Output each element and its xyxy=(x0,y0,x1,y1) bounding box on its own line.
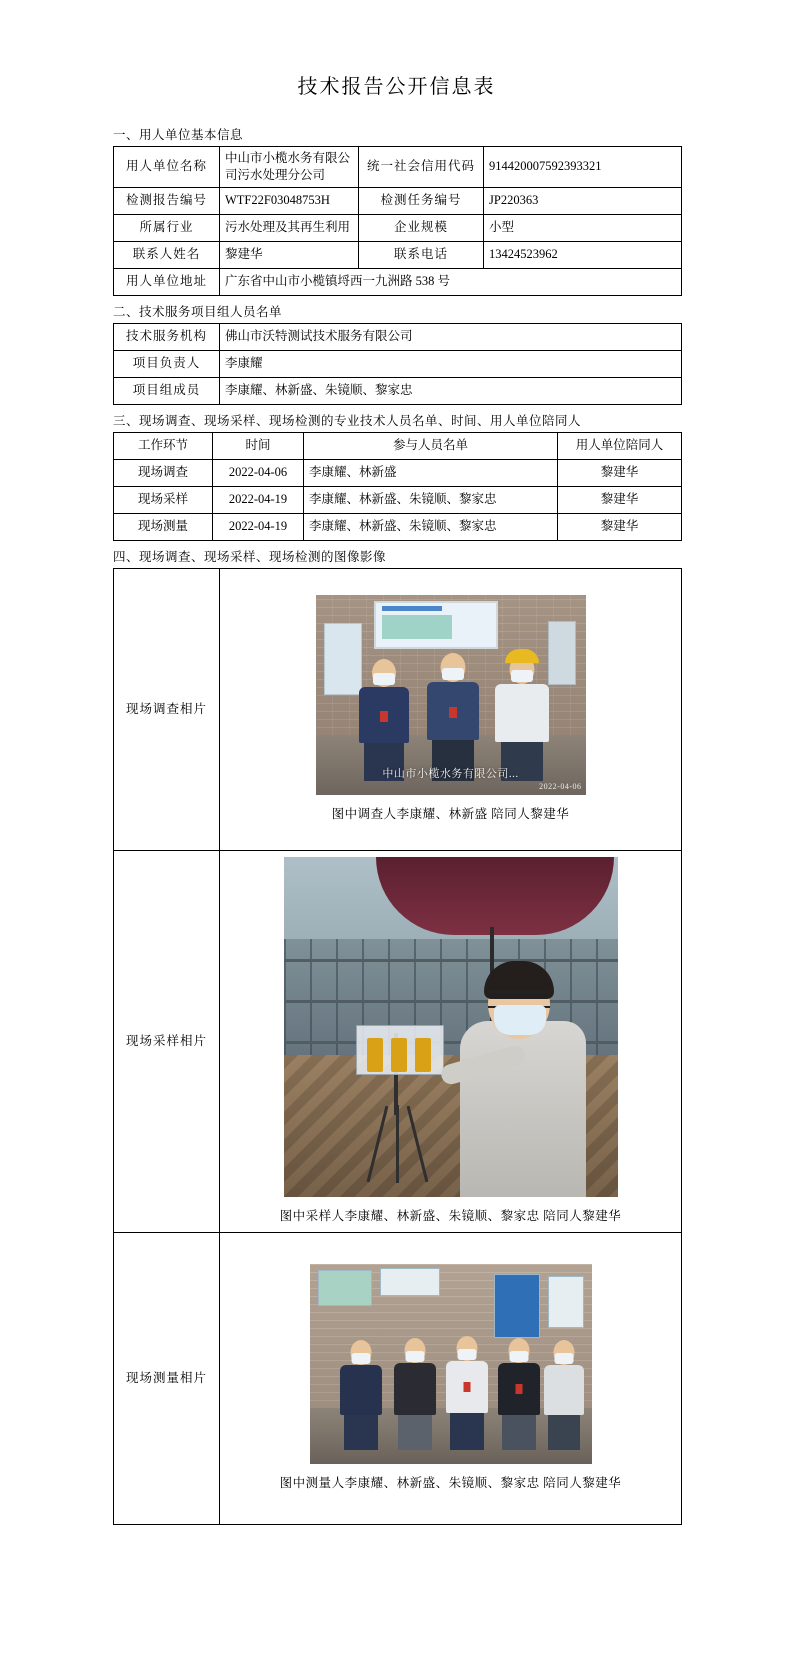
section-heading-4: 四、现场调查、现场采样、现场检测的图像影像 xyxy=(113,549,387,564)
table-row xyxy=(114,486,682,513)
photo-label-survey: 现场调查相片 xyxy=(114,568,220,850)
table-row xyxy=(114,350,682,377)
photo-wrap-measurement xyxy=(220,1258,681,1498)
scale-label: 企业规模 xyxy=(359,214,484,241)
section-heading-1: 一、用人单位基本信息 xyxy=(113,128,244,142)
service-org-label: 技术服务机构 xyxy=(114,323,220,350)
credit-code-label: 统一社会信用代码 xyxy=(359,147,484,188)
industry-value: 污水处理及其再生利用 xyxy=(220,214,359,241)
photo-label-measurement: 现场测量相片 xyxy=(114,1232,220,1524)
contact-phone-label: 联系电话 xyxy=(359,241,484,268)
photo-caption-sampling: 图中采样人李康耀、林新盛、朱镜顺、黎家忠 陪同人黎建华 xyxy=(279,1209,622,1224)
scale-value: 小型 xyxy=(484,214,682,241)
table-row xyxy=(114,147,682,188)
photo-caption-measurement: 图中测量人李康耀、林新盛、朱镜顺、黎家忠 陪同人黎建华 xyxy=(279,1476,622,1491)
date-value: 2022-04-19 xyxy=(213,486,304,513)
contact-name-value: 黎建华 xyxy=(220,241,359,268)
task-no-label: 检测任务编号 xyxy=(359,187,484,214)
col-header-stage: 工作环节 xyxy=(114,432,213,459)
photo-watermark: 中山市小榄水务有限公司... xyxy=(382,767,519,780)
col-header-people: 参与人员名单 xyxy=(304,432,558,459)
people-value: 李康耀、林新盛 xyxy=(304,459,558,486)
escort-value: 黎建华 xyxy=(558,486,682,513)
document-page xyxy=(0,70,793,1551)
table-row xyxy=(114,187,682,214)
stage-value: 现场调查 xyxy=(114,459,213,486)
col-header-escort: 用人单位陪同人 xyxy=(558,432,682,459)
credit-code-value: 914420007592393321 xyxy=(484,147,682,188)
photo-cell-measurement xyxy=(220,1232,682,1524)
employer-name-label: 用人单位名称 xyxy=(114,147,220,188)
table-row xyxy=(114,214,682,241)
col-header-date: 时间 xyxy=(213,432,304,459)
table-row xyxy=(114,459,682,486)
table-row xyxy=(114,513,682,540)
fieldwork-table xyxy=(113,432,682,541)
address-value: 广东省中山市小榄镇埒西一九洲路 538 号 xyxy=(220,268,682,295)
table-row xyxy=(114,568,682,850)
page-title: 技术报告公开信息表 xyxy=(297,76,496,98)
people-value: 李康耀、林新盛、朱镜顺、黎家忠 xyxy=(304,486,558,513)
table-row xyxy=(114,1232,682,1524)
site-measurement-photo xyxy=(310,1264,592,1464)
table-row xyxy=(114,323,682,350)
project-lead-label: 项目负责人 xyxy=(114,350,220,377)
project-members-value: 李康耀、林新盛、朱镜顺、黎家忠 xyxy=(220,377,682,404)
photo-table xyxy=(113,568,682,1525)
table-row xyxy=(114,850,682,1232)
photo-cell-survey xyxy=(220,568,682,850)
employer-name-value: 中山市小榄水务有限公司污水处理分公司 xyxy=(220,147,359,188)
table-row xyxy=(114,268,682,295)
section-heading-3: 三、现场调查、现场采样、现场检测的专业技术人员名单、时间、用人单位陪同人 xyxy=(113,413,582,428)
service-org-value: 佛山市沃特测试技术服务有限公司 xyxy=(220,323,682,350)
section-heading-2: 二、技术服务项目组人员名单 xyxy=(113,304,283,319)
employer-info-table xyxy=(113,146,682,296)
table-row xyxy=(114,241,682,268)
escort-value: 黎建华 xyxy=(558,459,682,486)
escort-value: 黎建华 xyxy=(558,513,682,540)
stage-value: 现场采样 xyxy=(114,486,213,513)
project-members-label: 项目组成员 xyxy=(114,377,220,404)
photo-wrap-survey xyxy=(220,589,681,829)
photo-caption-survey: 图中调查人李康耀、林新盛 陪同人黎建华 xyxy=(331,807,570,822)
stage-value: 现场测量 xyxy=(114,513,213,540)
table-header-row xyxy=(114,432,682,459)
report-no-value: WTF22F03048753H xyxy=(220,187,359,214)
address-label: 用人单位地址 xyxy=(114,268,220,295)
photo-cell-sampling xyxy=(220,850,682,1232)
table-row xyxy=(114,377,682,404)
report-no-label: 检测报告编号 xyxy=(114,187,220,214)
task-no-value: JP220363 xyxy=(484,187,682,214)
photo-wrap-sampling xyxy=(220,851,681,1231)
project-lead-value: 李康耀 xyxy=(220,350,682,377)
site-sampling-photo xyxy=(284,857,618,1197)
contact-phone-value: 13424523962 xyxy=(484,241,682,268)
contact-name-label: 联系人姓名 xyxy=(114,241,220,268)
industry-label: 所属行业 xyxy=(114,214,220,241)
photo-label-sampling: 现场采样相片 xyxy=(114,850,220,1232)
service-team-table xyxy=(113,323,682,405)
site-survey-photo xyxy=(316,595,586,795)
date-value: 2022-04-06 xyxy=(213,459,304,486)
people-value: 李康耀、林新盛、朱镜顺、黎家忠 xyxy=(304,513,558,540)
date-value: 2022-04-19 xyxy=(213,513,304,540)
photo-timestamp: 2022-04-06 xyxy=(539,781,582,791)
